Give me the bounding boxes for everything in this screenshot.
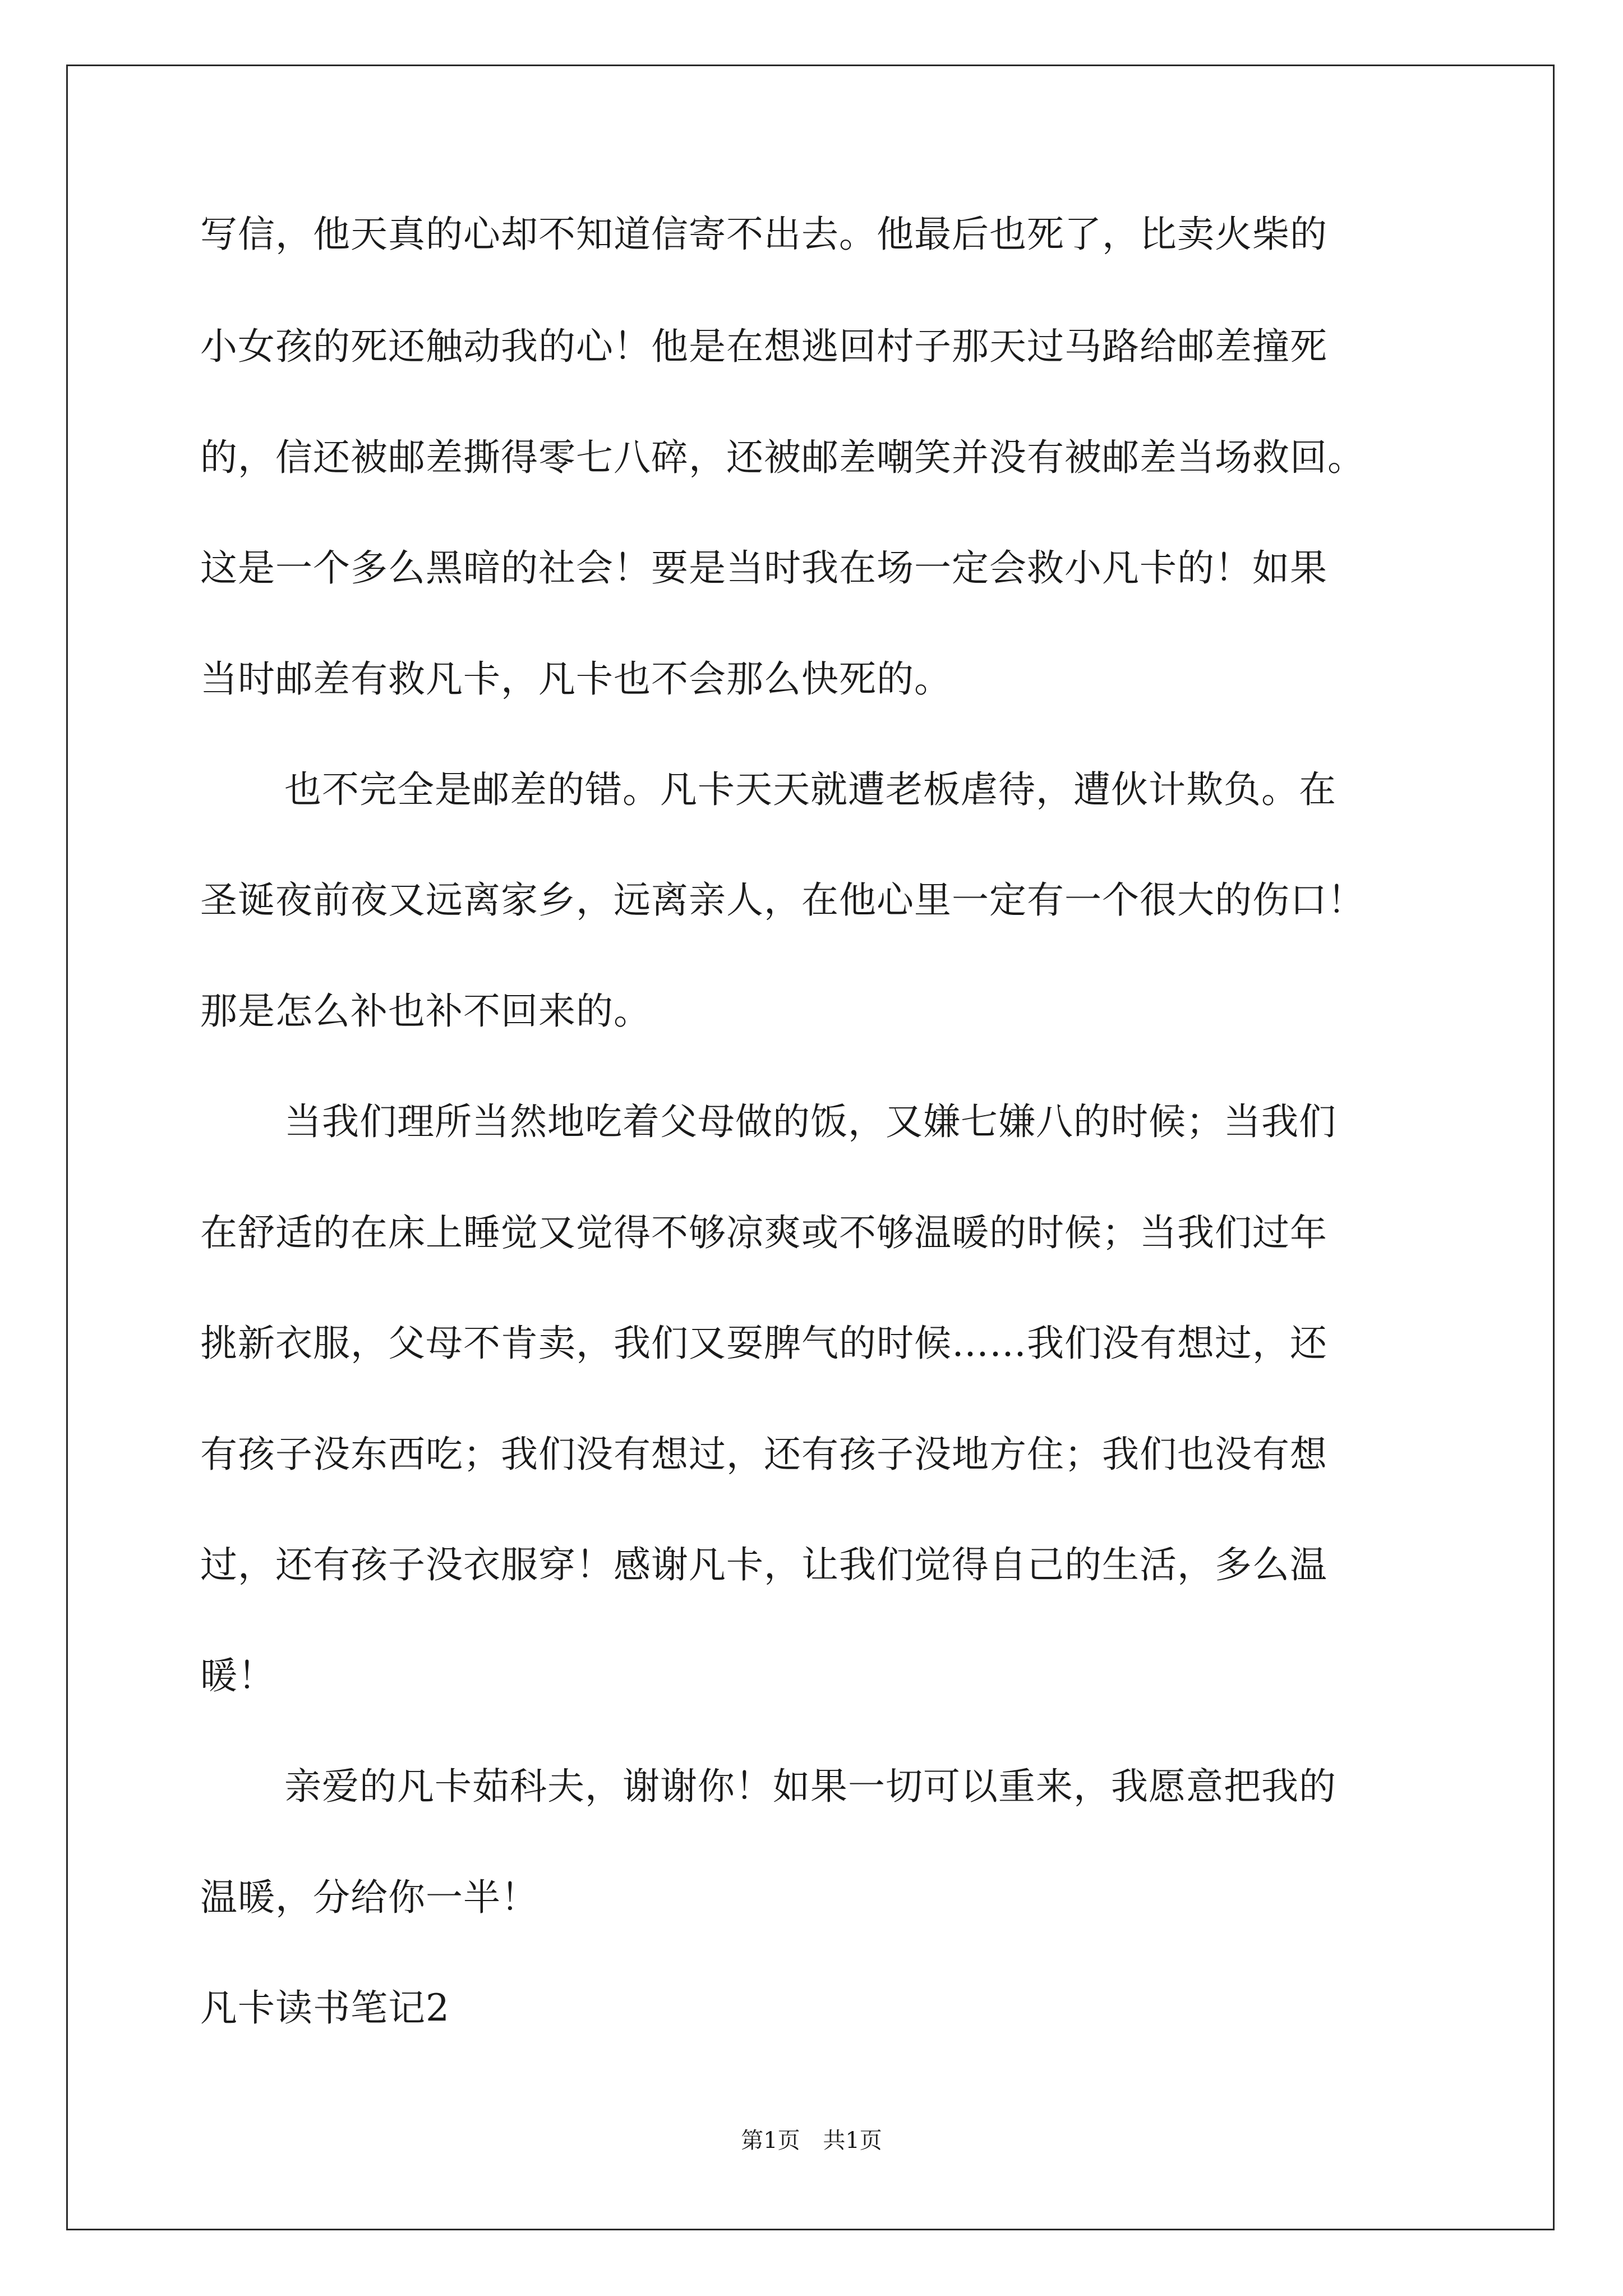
paragraph-first-line: 亲爱的凡卡茹科夫，谢谢你！如果一切可以重来，我愿意把我的 <box>284 1765 1336 1808</box>
text-line: 写信，他天真的心却不知道信寄不出去。他最后也死了，比卖火柴的 <box>200 213 1327 256</box>
paragraph-first-line: 也不完全是邮差的错。凡卡天天就遭老板虐待，遭伙计欺负。在 <box>284 768 1336 811</box>
text-line: 那是怎么补也补不回来的。 <box>200 990 651 1033</box>
section-heading: 凡卡读书笔记2 <box>200 1986 450 2030</box>
text-line: 温暖，分给你一半！ <box>200 1876 538 1919</box>
text-line: 小女孩的死还触动我的心！他是在想逃回村子那天过马路给邮差撞死 <box>200 325 1327 368</box>
text-line: 在舒适的在床上睡觉又觉得不够凉爽或不够温暖的时候；当我们过年 <box>200 1211 1327 1254</box>
paragraph-first-line: 当我们理所当然地吃着父母做的饭，又嫌七嫌八的时候；当我们 <box>284 1100 1336 1143</box>
text-line: 当时邮差有救凡卡，凡卡也不会那么快死的。 <box>200 657 952 701</box>
page-total: 共1页 <box>823 2128 882 2154</box>
text-line: 有孩子没东西吃；我们没有想过，还有孩子没地方住；我们也没有想 <box>200 1433 1327 1476</box>
page-number: 第1页 <box>741 2128 800 2154</box>
text-line: 的，信还被邮差撕得零七八碎，还被邮差嘲笑并没有被邮差当场救回。 <box>200 436 1365 479</box>
text-line: 挑新衣服，父母不肯卖，我们又耍脾气的时候……我们没有想过，还 <box>200 1322 1327 1365</box>
text-line: 过，还有孩子没衣服穿！感谢凡卡，让我们觉得自己的生活，多么温 <box>200 1543 1327 1586</box>
text-line: 圣诞夜前夜又远离家乡，远离亲人，在他心里一定有一个很大的伤口！ <box>200 878 1365 922</box>
text-line: 这是一个多么黑暗的社会！要是当时我在场一定会救小凡卡的！如果 <box>200 546 1327 590</box>
page-footer <box>0 2129 1623 2152</box>
text-line: 暖！ <box>200 1654 275 1697</box>
